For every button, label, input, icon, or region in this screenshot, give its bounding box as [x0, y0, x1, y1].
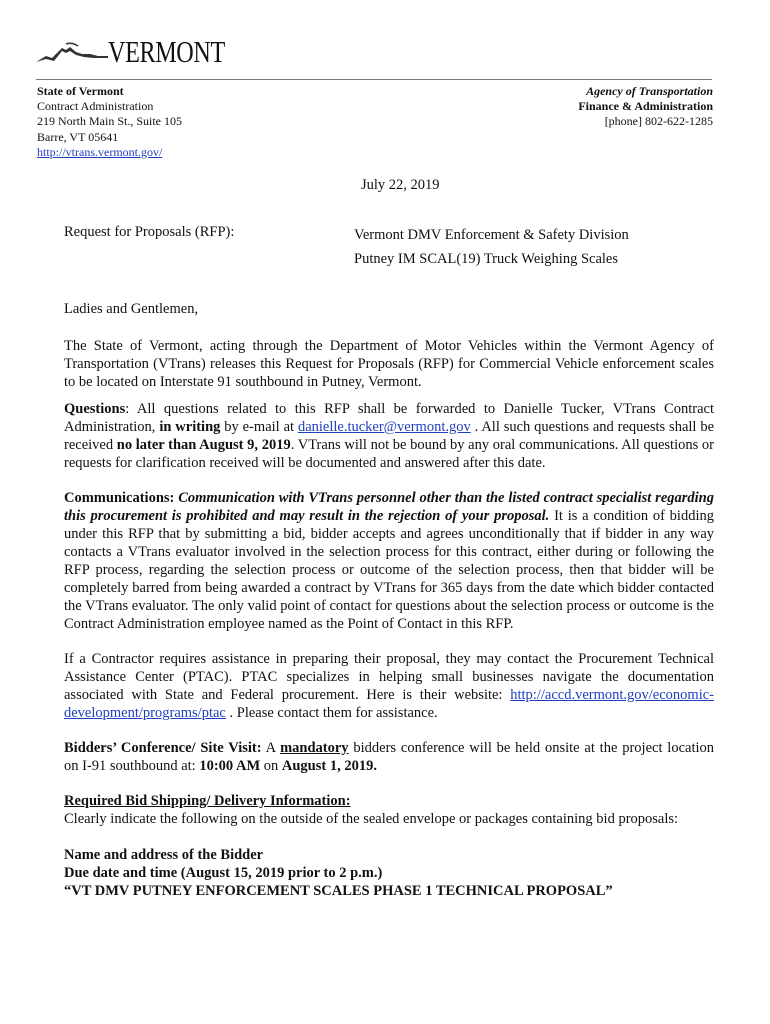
org-name: State of Vermont	[37, 84, 124, 98]
website-link[interactable]: http://vtrans.vermont.gov/	[37, 144, 163, 159]
conference-time: 10:00 AM	[199, 758, 261, 774]
email-link[interactable]: danielle.tucker@vermont.gov	[297, 419, 471, 435]
communications-heading: Communications:	[64, 490, 175, 506]
phone-number: [phone] 802-622-1285	[604, 114, 713, 129]
division-name: Finance & Administration	[578, 99, 713, 114]
dept-name: Contract Administration	[37, 99, 154, 114]
address-line-1: 219 North Main St., Suite 105	[37, 114, 183, 129]
rfp-label: Request for Proposals (RFP):	[64, 224, 235, 240]
questions-heading: Questions	[64, 401, 126, 417]
address-line-2: Barre, VT 05641	[37, 129, 119, 144]
logo-wordmark: VERMONT	[108, 34, 225, 69]
mountain-logo-icon	[36, 42, 110, 66]
in-writing-emphasis: in writing	[159, 419, 221, 435]
label-requirements	[64, 846, 714, 900]
questions-paragraph: Questions: All questions related to this RFP shall be forwarded to Danielle Tucker, VTrans Contract Administration, in writing by e-mail at danielle.tucker@vermont.gov . All such questions and requests shall be received no later than August 9, 2019. VTrans will not be bound by any oral communications. All questions or requests for clarification received will be documented and answered after this date.	[64, 401, 715, 471]
intro-paragraph: The State of Vermont, acting through the Department of Motor Vehicles within the Vermont Agency of Transportation (VTrans) releases this Request for Proposals (RFP) for Commercial Vehicle enforcement scales to be located on Interstate 91 southbound in Putney, Vermont.	[64, 338, 714, 390]
communications-warning: Communication with VTrans personnel other than the listed contract specialist regarding this procurement is prohibited and may result in the rejection of your proposal.	[64, 490, 714, 524]
mandatory-emphasis: mandatory	[280, 740, 349, 756]
ptac-paragraph: If a Contractor requires assistance in preparing their proposal, they may contact the Procurement Technical Assistance Center (PTAC). PTAC specializes in helping small businesses navigate the documentation associated with State and Federal procurement. Here is their website: http://accd.vermont.gov/economic-development/programs/ptac . Please contact them for assistance.	[64, 651, 714, 721]
shipping-text: Clearly indicate the following on the outside of the sealed envelope or packages containing bid proposals:	[64, 811, 679, 827]
shipping-section	[64, 792, 714, 828]
agency-block	[578, 84, 713, 130]
vermont-logo	[36, 34, 236, 68]
header-rule	[36, 79, 712, 80]
agency-name: Agency of Transportation	[586, 84, 713, 98]
shipping-heading: Required Bid Shipping/ Delivery Information:	[64, 793, 351, 809]
conference-heading: Bidders’ Conference/ Site Visit:	[64, 740, 262, 756]
salutation: Ladies and Gentlemen,	[64, 301, 199, 317]
rfp-title	[354, 224, 629, 271]
sender-address-block	[37, 84, 182, 160]
communications-paragraph: Communications: Communication with VTrans personnel other than the listed contract specialist regarding this procurement is prohibited and may result in the rejection of your proposal. It is a condition of bidding under this RFP that by submitting a bid, bidder accepts and agrees unconditionally that if bidder in any way contacts a VTrans evaluator involved in the selection process for this contract, either during or following the RFP process, regarding the selection process or outcome of the selection process, then that bidder will be completely barred from being awarded a contract by VTrans for 365 days from the date which bidder contacted the VTrans evaluator. The only valid point of contact for questions about the selection process or outcome is the Contract Administration employee named as the Point of Contact in this RFP.	[64, 490, 714, 632]
letter-date: July 22, 2019	[361, 177, 440, 193]
conference-date: August 1, 2019.	[281, 758, 377, 774]
label-line-1: Name and address of the Bidder	[64, 847, 264, 863]
label-line-3: “VT DMV PUTNEY ENFORCEMENT SCALES PHASE 1 TECHNICAL PROPOSAL”	[64, 883, 613, 899]
conference-paragraph: Bidders’ Conference/ Site Visit: A mandatory bidders conference will be held onsite at the project location on I-91 southbound at: 10:00 AM on August 1, 2019.	[64, 740, 714, 774]
deadline-emphasis: no later than August 9, 2019	[116, 437, 291, 453]
label-line-2: Due date and time (August 15, 2019 prior to 2 p.m.)	[64, 865, 383, 881]
rfp-title-line-1: Vermont DMV Enforcement & Safety Division	[354, 227, 629, 243]
ptac-link[interactable]: http://accd.vermont.gov/economic-development/programs/ptac	[64, 687, 714, 721]
rfp-title-line-2: Putney IM SCAL(19) Truck Weighing Scales	[354, 250, 618, 267]
